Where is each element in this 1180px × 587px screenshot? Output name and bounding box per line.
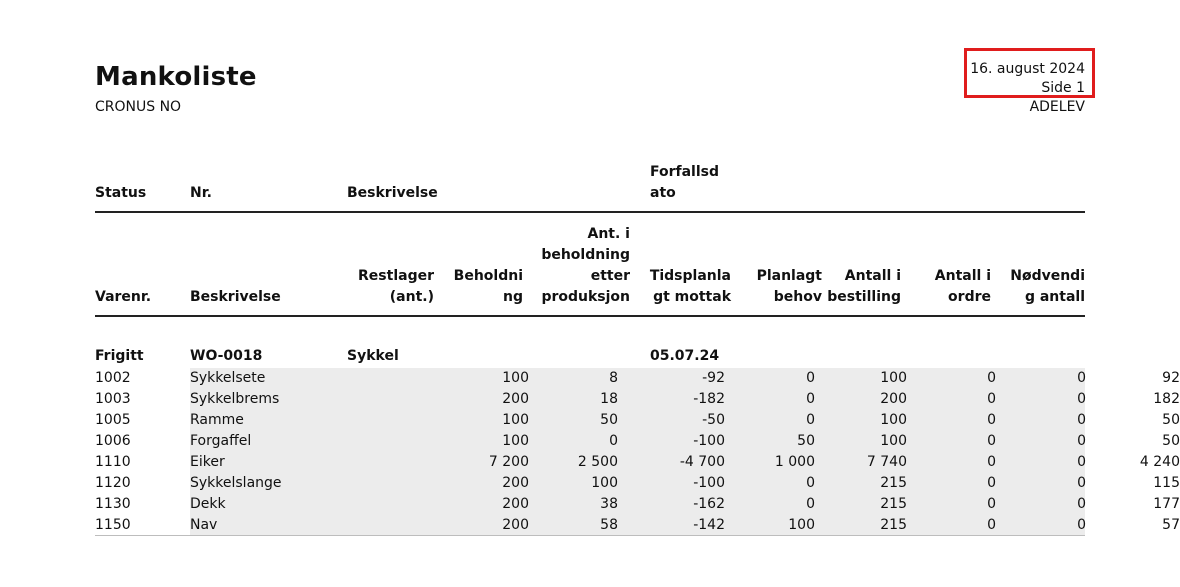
- cell-scheduled-receipt: 0: [806, 391, 815, 407]
- cell-inventory: 100: [591, 475, 618, 491]
- cell-description: Sykkelbrems: [190, 391, 280, 407]
- cell-remaining: 200: [502, 517, 529, 533]
- cell-inventory: 50: [600, 412, 618, 428]
- cell-planned-need: 7 740: [866, 454, 907, 470]
- cell-needed: 92: [1162, 370, 1180, 386]
- cell-planned-need: 215: [880, 517, 907, 533]
- cell-on-order: 0: [987, 370, 996, 386]
- inventory-header-line2: ng: [503, 289, 523, 305]
- table-row: [95, 494, 1180, 515]
- in-orders-header-line2: ordre: [948, 289, 991, 305]
- cell-remaining: 7 200: [488, 454, 529, 470]
- cell-after-production: -182: [693, 391, 725, 407]
- col-item-desc-header: Beskrivelse: [190, 289, 281, 305]
- cell-planned-need: 100: [880, 433, 907, 449]
- cell-scheduled-receipt: 0: [806, 475, 815, 491]
- cell-inventory: 58: [600, 517, 618, 533]
- cell-remaining: 100: [502, 412, 529, 428]
- col-due-date-header: [650, 162, 719, 204]
- table-row: [95, 452, 1180, 473]
- cell-after-production: -4 700: [679, 454, 725, 470]
- cell-planned-need: 200: [880, 391, 907, 407]
- cell-inventory: 38: [600, 496, 618, 512]
- row-shading: [190, 410, 1085, 431]
- cell-in-orders: 0: [1077, 391, 1086, 407]
- cell-item-no: 1150: [95, 517, 131, 533]
- table-row: [95, 410, 1180, 431]
- due-header-line2: ato: [650, 185, 676, 201]
- col-on-order-header: [827, 266, 901, 308]
- cell-in-orders: 0: [1077, 433, 1086, 449]
- group-nr: WO-0018: [190, 348, 263, 364]
- scheduled-header-line1: Tidsplanla: [649, 268, 731, 284]
- table-row: [95, 515, 1180, 536]
- scheduled-header-line2: gt mottak: [653, 289, 731, 305]
- cell-item-no: 1130: [95, 496, 131, 512]
- due-header-line1: Forfallsd: [650, 164, 720, 180]
- cell-after-production: -92: [702, 370, 725, 386]
- cell-description: Sykkelsete: [190, 370, 266, 386]
- cell-item-no: 1003: [95, 391, 131, 407]
- cell-after-production: -100: [693, 433, 725, 449]
- cell-planned-need: 215: [880, 496, 907, 512]
- cell-after-production: -142: [693, 517, 725, 533]
- cell-scheduled-receipt: 1 000: [774, 454, 815, 470]
- col-inventory-header: [454, 266, 523, 308]
- after-header-line1: Ant. i: [587, 226, 630, 242]
- row-shading: [190, 431, 1085, 452]
- cell-description: Sykkelslange: [190, 475, 282, 491]
- cell-description: Forgaffel: [190, 433, 252, 449]
- on-order-header-line1: Antall i: [844, 268, 901, 284]
- cell-in-orders: 0: [1077, 370, 1086, 386]
- cell-needed: 182: [1153, 391, 1180, 407]
- cell-description: Nav: [190, 517, 218, 533]
- col-in-orders-header: [935, 266, 991, 308]
- cell-planned-need: 100: [880, 370, 907, 386]
- cell-item-no: 1002: [95, 370, 131, 386]
- cell-on-order: 0: [987, 433, 996, 449]
- row-shading: [190, 389, 1085, 410]
- cell-after-production: -50: [702, 412, 725, 428]
- cell-in-orders: 0: [1077, 412, 1086, 428]
- group-description: Sykkel: [347, 348, 399, 364]
- cell-remaining: 200: [502, 496, 529, 512]
- table-row: [95, 368, 1180, 389]
- col-after-production-header: [541, 224, 630, 308]
- needed-header-line1: Nødvendi: [1010, 268, 1085, 284]
- cell-planned-need: 100: [880, 412, 907, 428]
- inventory-header-line1: Beholdni: [453, 268, 523, 284]
- report-date: 16. august 2024: [970, 61, 1085, 77]
- cell-scheduled-receipt: 50: [797, 433, 815, 449]
- cell-scheduled-receipt: 0: [806, 412, 815, 428]
- cell-remaining: 100: [502, 370, 529, 386]
- company-name: CRONUS NO: [95, 99, 182, 115]
- row-shading: [190, 368, 1085, 389]
- cell-on-order: 0: [987, 454, 996, 470]
- remaining-header-line2: (ant.): [389, 289, 434, 305]
- cell-description: Eiker: [190, 454, 225, 470]
- table-bottom-line: [95, 535, 1085, 536]
- col-item-no-header: Varenr.: [95, 289, 152, 305]
- cell-remaining: 200: [502, 475, 529, 491]
- cell-on-order: 0: [987, 496, 996, 512]
- group-due-date: 05.07.24: [650, 348, 720, 364]
- cell-needed: 177: [1153, 496, 1180, 512]
- col-scheduled-header: [650, 266, 731, 308]
- cell-on-order: 0: [987, 391, 996, 407]
- row-shading: [190, 473, 1085, 494]
- cell-inventory: 18: [600, 391, 618, 407]
- table-row: [95, 389, 1180, 410]
- cell-on-order: 0: [987, 412, 996, 428]
- cell-remaining: 200: [502, 391, 529, 407]
- in-orders-header-line1: Antall i: [934, 268, 991, 284]
- report-title: Mankoliste: [95, 62, 257, 92]
- cell-needed: 4 240: [1139, 454, 1180, 470]
- row-shading: [190, 515, 1085, 536]
- header-divider: [95, 211, 1085, 213]
- col-planned-header: [757, 266, 822, 308]
- table-row: [95, 473, 1180, 494]
- cell-inventory: 2 500: [577, 454, 618, 470]
- col-remaining-header: [358, 266, 434, 308]
- cell-description: Dekk: [190, 496, 226, 512]
- row-shading: [190, 452, 1085, 473]
- after-header-line2: beholdning: [541, 247, 630, 263]
- cell-inventory: 8: [609, 370, 618, 386]
- col-nr-header: Nr.: [190, 185, 212, 201]
- remaining-header-line1: Restlager: [358, 268, 434, 284]
- row-shading: [190, 494, 1085, 515]
- cell-item-no: 1110: [95, 454, 131, 470]
- on-order-header-line2: bestilling: [827, 289, 901, 305]
- after-header-line4: produksjon: [541, 289, 630, 305]
- col-status-header: Status: [95, 185, 147, 201]
- cell-needed: 57: [1162, 517, 1180, 533]
- cell-after-production: -100: [693, 475, 725, 491]
- table-row: [95, 431, 1180, 452]
- subheader-divider: [95, 315, 1085, 317]
- planned-header-line1: Planlagt: [756, 268, 822, 284]
- after-header-line3: etter: [590, 268, 630, 284]
- cell-scheduled-receipt: 0: [806, 370, 815, 386]
- cell-inventory: 0: [609, 433, 618, 449]
- cell-scheduled-receipt: 0: [806, 496, 815, 512]
- cell-needed: 50: [1162, 433, 1180, 449]
- cell-after-production: -162: [693, 496, 725, 512]
- cell-remaining: 100: [502, 433, 529, 449]
- cell-in-orders: 0: [1077, 496, 1086, 512]
- page-number: Side 1: [1041, 80, 1085, 96]
- cell-on-order: 0: [987, 475, 996, 491]
- cell-item-no: 1120: [95, 475, 131, 491]
- cell-in-orders: 0: [1077, 454, 1086, 470]
- cell-in-orders: 0: [1077, 517, 1086, 533]
- group-status: Frigitt: [95, 348, 144, 364]
- cell-item-no: 1005: [95, 412, 131, 428]
- needed-header-line2: g antall: [1024, 289, 1085, 305]
- cell-needed: 115: [1153, 475, 1180, 491]
- cell-in-orders: 0: [1077, 475, 1086, 491]
- cell-planned-need: 215: [880, 475, 907, 491]
- cell-on-order: 0: [987, 517, 996, 533]
- col-description-header: Beskrivelse: [347, 185, 438, 201]
- cell-needed: 50: [1162, 412, 1180, 428]
- cell-scheduled-receipt: 100: [788, 517, 815, 533]
- cell-item-no: 1006: [95, 433, 131, 449]
- cell-description: Ramme: [190, 412, 244, 428]
- planned-header-line2: behov: [773, 289, 822, 305]
- user-id: ADELEV: [1029, 99, 1085, 115]
- col-needed-header: [1010, 266, 1085, 308]
